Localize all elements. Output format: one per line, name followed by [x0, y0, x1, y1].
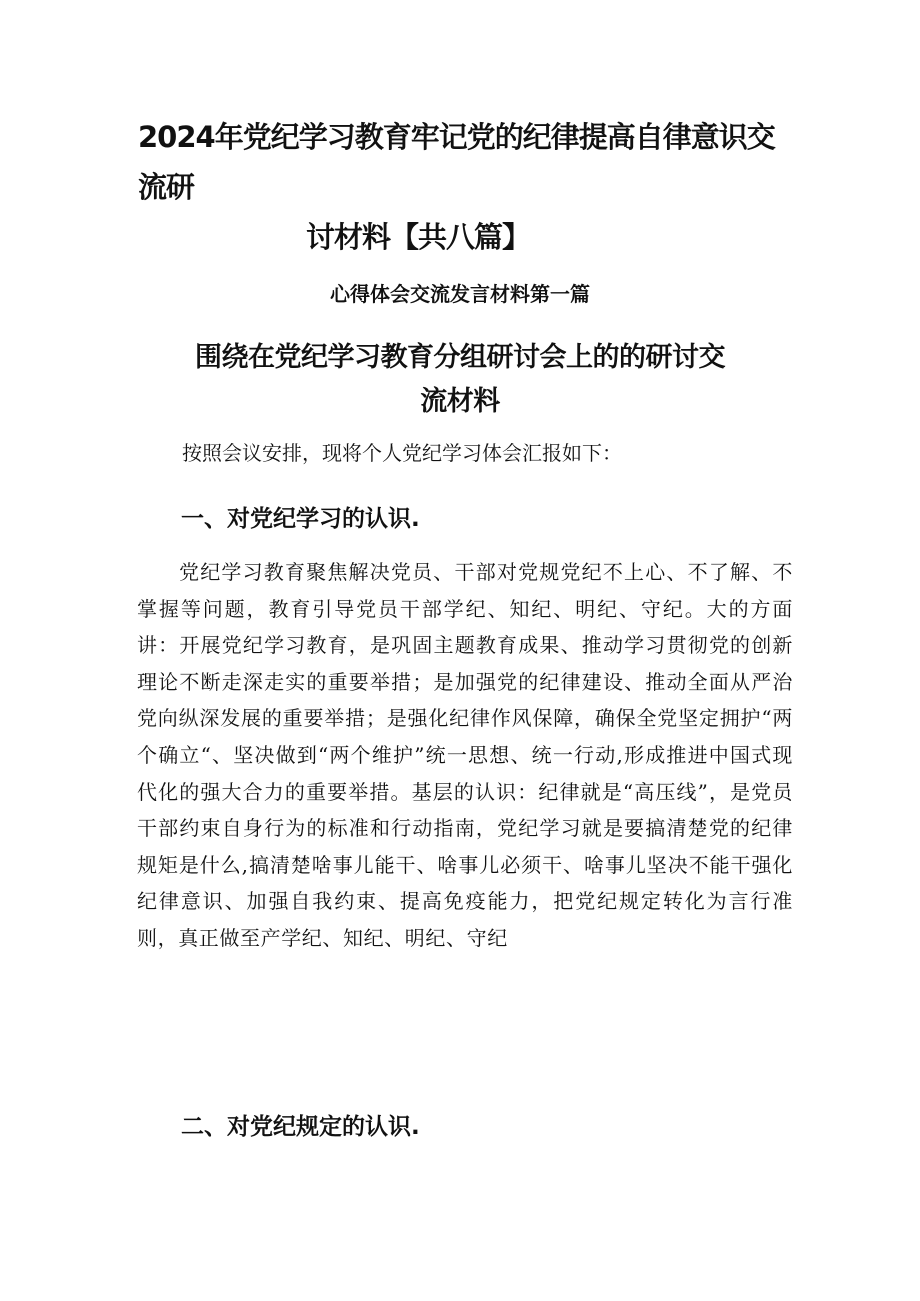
speech-title-line-2: 流材料 — [420, 386, 500, 417]
body-paragraph-1: 党纪学习教育聚焦解决党员、干部对党规党纪不上心、不了解、不掌握等问题，教育引导党员干部学纪、知纪、明纪、守纪。大的方面讲：开展党纪学习教育，是巩固主题教育成果、推动学习贯彻党的创新理论不断走深走实的重要举措；是加强党的纪律建设、推动全面从严治党向纵深发展的重要举措；是强化纪律作风保障，确保全党坚定拥护“两个确立“、坚决做到“两个维护”统一思想、统一行动,形成推进中国式现代化的强大合力的重要举措。基层的认识：纪律就是“高压线”，是党员干部约束自身行为的标准和行动指南，党纪学习就是要搞清楚党的纪律规矩是什么,搞清楚啥事儿能干、啥事儿必须干、啥事儿坚决不能干强化纪律意识、加强自我约束、提高免疫能力，把党纪规定转化为言行准则，真正做至产学纪、知纪、明纪、守纪 — [137, 560, 793, 950]
section-label: 心得体会交流发言材料第一篇 — [330, 282, 590, 306]
document-title — [120, 112, 800, 262]
intro-paragraph: 按照会议安排，现将个人党纪学习体会汇报如下： — [182, 441, 622, 465]
section-heading-2: 二、对党纪规定的认识. — [181, 1114, 420, 1140]
document-title-line-2: 讨材料【共八篇】 — [306, 220, 531, 254]
speech-title — [140, 336, 780, 424]
section-heading-1: 一、对党纪学习的认识. — [181, 506, 420, 532]
document-title-line-1: 2024年党纪学习教育牢记党的纪律提高自律意识交流研 — [138, 120, 775, 204]
speech-title-line-1: 围绕在党纪学习教育分组研讨会上的的研讨交 — [195, 342, 725, 373]
